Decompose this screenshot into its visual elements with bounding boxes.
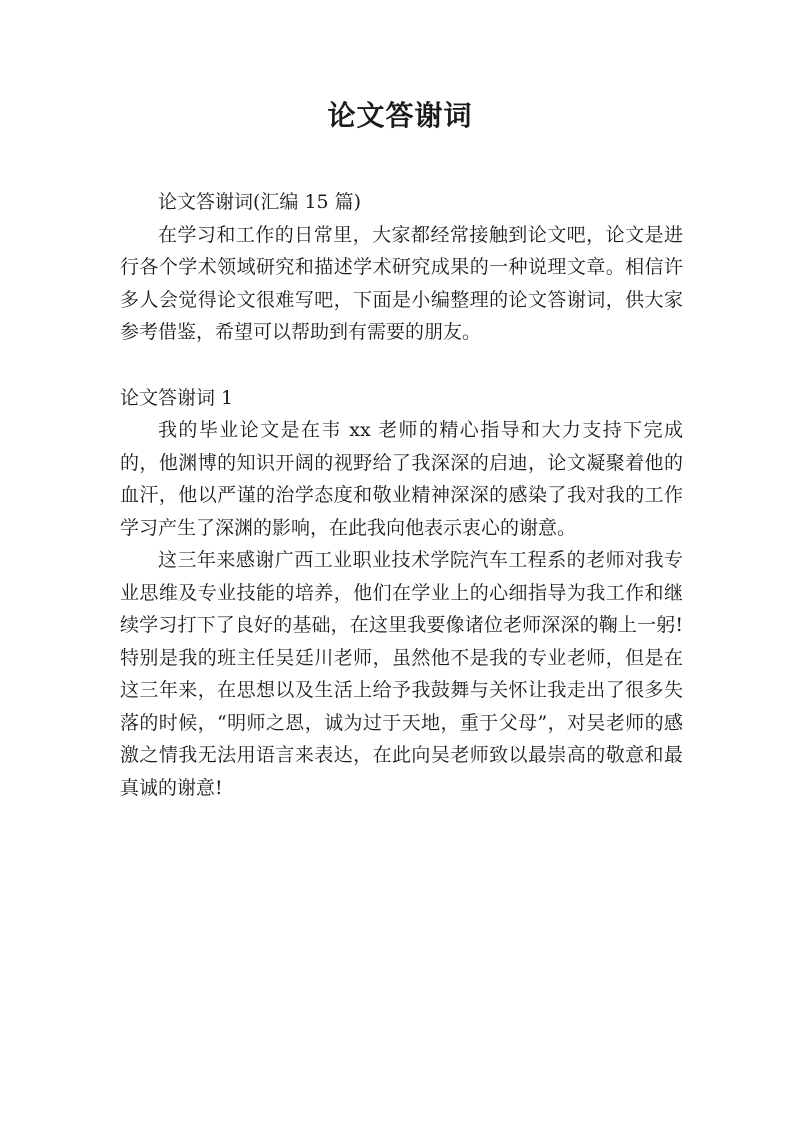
body-paragraph-1: 我的毕业论文是在韦 xx 老师的精心指导和大力支持下完成的，他渊博的知识开阔的视野给了我深深的启迪，论文凝聚着他的血汗，他以严谨的治学态度和敬业精神深深的感染了我对我的工作学习产生了深渊的影响，在此我向他表示衷心的谢意。 (120, 419, 683, 539)
body-paragraph-2: 这三年来感谢广西工业职业技术学院汽车工程系的老师对我专业思维及专业技能的培养，他们在学业上的心细指导为我工作和继续学习打下了良好的基础，在这里我要像诸位老师深深的鞠上一躬!特别是我的班主任吴廷川老师，虽然他不是我的专业老师，但是在这三年来，在思想以及生活上给予我鼓舞与关怀让我走出了很多失落的时候，“明师之恩，诚为过于天地，重于父母”，对吴老师的感激之情我无法用语言来表达，在此向吴老师致以最崇高的敬意和最真诚的谢意! (120, 549, 683, 799)
document-body (120, 186, 683, 804)
intro-paragraph: 在学习和工作的日常里，大家都经常接触到论文吧，论文是进行各个学术领域研究和描述学术研究成果的一种说理文章。相信许多人会觉得论文很难写吧，下面是小编整理的论文答谢词，供大家参考借鉴，希望可以帮助到有需要的朋友。 (120, 223, 683, 343)
document-subtitle: 论文答谢词(汇编 15 篇) (158, 191, 362, 213)
section-heading: 论文答谢词 1 (120, 386, 234, 409)
document-title: 论文答谢词 (327, 99, 473, 132)
section-spacer (120, 349, 683, 382)
